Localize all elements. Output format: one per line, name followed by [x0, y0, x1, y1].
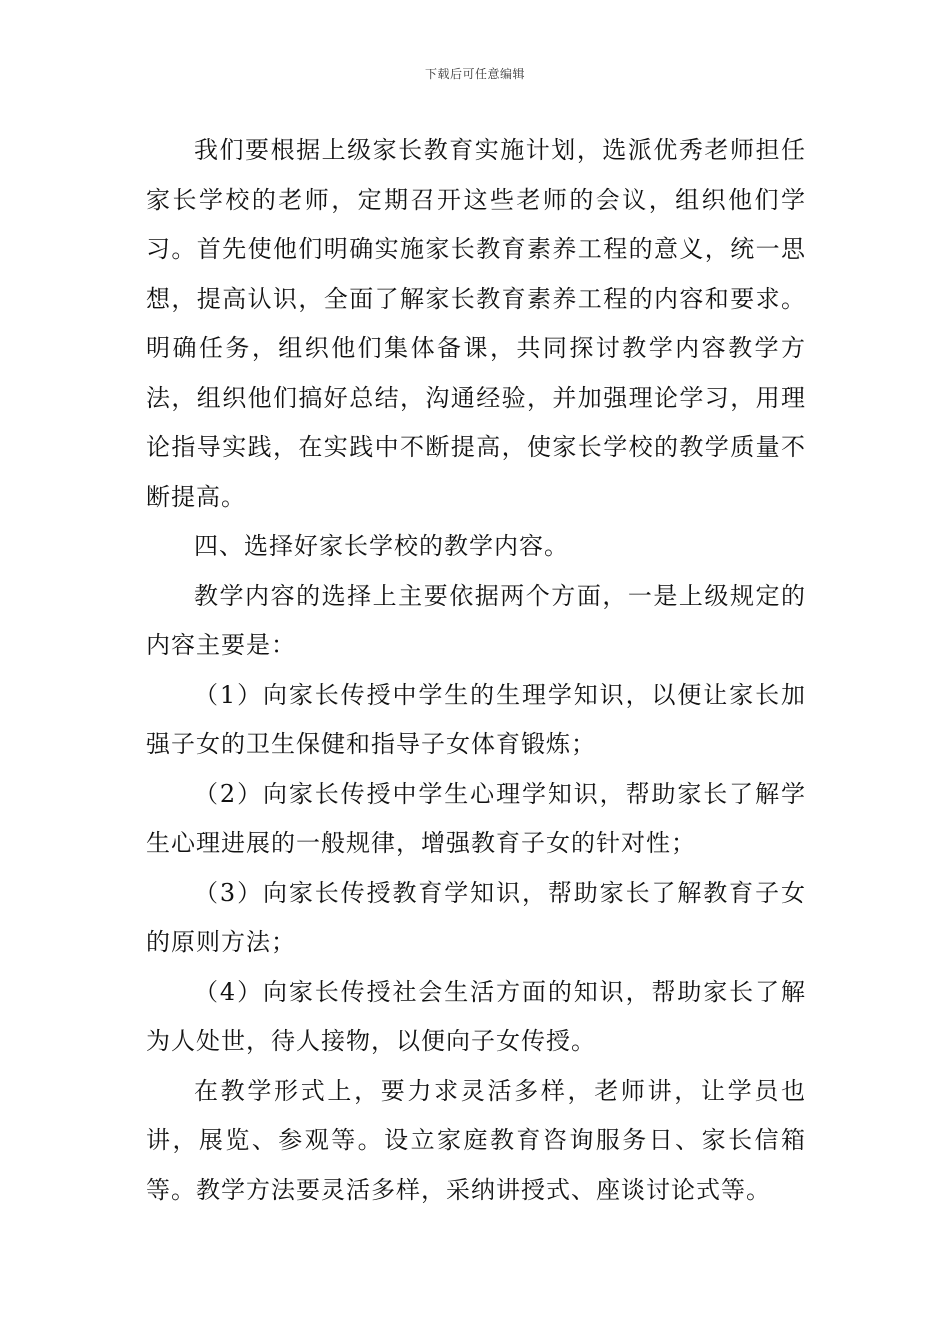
paragraph-content-selection: 教学内容的选择上主要依据两个方面，一是上级规定的内容主要是： [146, 581, 806, 659]
paragraph-teacher-training: 我们要根据上级家长教育实施计划，选派优秀老师担任家长学校的老师，定期召开这些老师的会议，组织他们学习。首先使他们明确实施家长教育素养工程的意义，统一思想，提高认识，全面了解家长教育素养工程的内容和要求。明确任务，组织他们集体备课，共同探讨教学内容教学方法，组织他们搞好总结，沟通经验，并加强理论学习，用理论指导实践，在实践中不断提高，使家长学校的教学质量不断提高。 [146, 136, 806, 511]
paragraph-teaching-forms: 在教学形式上，要力求灵活多样，老师讲，让学员也讲，展览、参观等。设立家庭教育咨询服务日、家长信箱等。教学方法要灵活多样，采纳讲授式、座谈讨论式等。 [146, 1076, 806, 1204]
header-note: 下载后可任意编辑 [424, 67, 525, 81]
list-item-social-life: （4）向家长传授社会生活方面的知识，帮助家长了解为人处世，待人接物，以便向子女传授。 [146, 977, 806, 1055]
list-item-psychology: （2）向家长传授中学生心理学知识，帮助家长了解学生心理进展的一般规律，增强教育子女的针对性； [146, 779, 806, 857]
list-item-physiology: （1）向家长传授中学生的生理学知识，以便让家长加强子女的卫生保健和指导子女体育锻炼； [146, 680, 806, 758]
section-heading-teaching-content: 四、选择好家长学校的教学内容。 [194, 532, 569, 560]
document-body [146, 126, 806, 1215]
list-item-pedagogy: （3）向家长传授教育学知识，帮助家长了解教育子女的原则方法； [146, 878, 806, 956]
